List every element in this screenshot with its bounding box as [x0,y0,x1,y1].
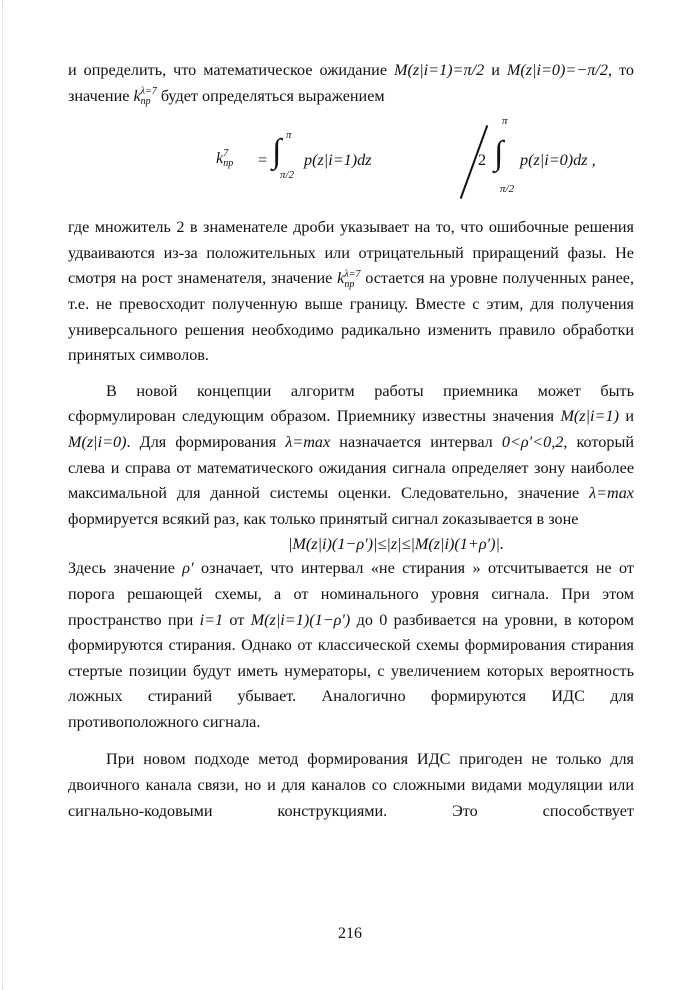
math: λ=max [589,484,634,503]
integral-2-lower: π/2 [500,183,515,196]
text: формируется всякий раз, как только принятый сигнал [68,509,443,528]
integral-1-body: p(z|i=1)dz [304,151,372,170]
formula-zone: |M(z|i)(1−ρ′)|≤|z|≤|M(z|i)(1+ρ′)|. [287,535,505,554]
math: M(z|i=1)(1−ρ′) [250,610,351,629]
k-symbol: k λ=7 пр [133,85,157,107]
paragraph-1 [68,58,634,109]
factor-two: 2 [478,151,487,170]
integral-1-lower: π/2 [280,169,295,182]
math: M(z|i=1) [560,407,619,426]
equals-sign: = [258,151,268,170]
paragraph-5 [68,747,634,824]
formula-lhs: k 7 пр [216,148,234,170]
paragraph-2 [68,215,634,369]
math-expectation-1: M(z|i=1)=π/2 [394,61,485,79]
text: При новом подходе метод формирования ИДС пригоден не только для двоичного канала связи, но и для каналов со сложными видами модуляции или сигнально-кодовыми конструкциями. Это способствует [68,750,634,820]
integral-1-upper: π [286,129,292,142]
text: и [618,407,634,426]
math: 0<ρ′<0,2 [501,432,564,451]
integral-2-upper: π [502,115,508,128]
text: где множитель 2 в знаменателе дроби указывает на то, что ошибочные решения удваиваются из-за положительных или отрицательный приращений фазы. Не смотря на рост знаменателя, значение [68,218,634,288]
text: оказывается в зоне [448,509,579,528]
text: В новой концепции алгоритм работы приемника может быть сформулирован следующим образом. Приемнику известны значения [68,381,634,426]
text: назначается интервал [330,432,502,451]
formula-k7 [68,111,634,215]
math: z [442,509,449,528]
page-number: 216 [338,925,362,942]
text: от [223,610,251,629]
paragraph-3 [68,379,634,533]
k-symbol: k λ=7 пр [337,268,361,290]
math: ρ′ [182,559,194,578]
integral-sign-2: ∫ [494,135,504,173]
integral-sign-1: ∫ [272,133,282,171]
math: i=1 [199,610,224,629]
math: M(z|i=0) [68,432,127,451]
text: , то значение [68,61,634,105]
text: будет определяться выражением [156,86,385,105]
text: до 0 разбивается на уровни, в котором формируются стирания. Однако от классической схемы формирования стирания стертые позиции будут иметь нумераторы, с увеличением которых вероятность ложных стираний убывает. Аналогично формируются ИДС для противоположного сигнала. [68,610,634,731]
page-body [68,58,634,824]
paragraph-4 [68,556,634,735]
math: λ=max [285,432,331,451]
text: означает, что интервал «не стирания » отсчитывается не от порога решающей схемы, а от номинального уровня сигнала. При этом пространство при [68,559,634,629]
integral-2-body: p(z|i=0)dz , [520,151,596,170]
text: Здесь значение [68,559,183,578]
scan-edge-dots [2,0,4,990]
text: . Для формирования [126,432,286,451]
math-expectation-0: M(z|i=0)=−π/2 [506,61,608,79]
text: остается на уровне полученных ранее, т.е. не превосходит полученную выше границу. Вместе с этим, для получения универсального решения необходимо радикально изменить правило обработки принятых символов. [68,269,634,365]
text: , который слева и справа от математического ожидания сигнала определяет зону наиболее максимальной для данной системы оценки. Следовательно, значение [68,432,634,503]
text: и [484,61,507,79]
text: и определить, что математическое ожидание [68,61,395,79]
